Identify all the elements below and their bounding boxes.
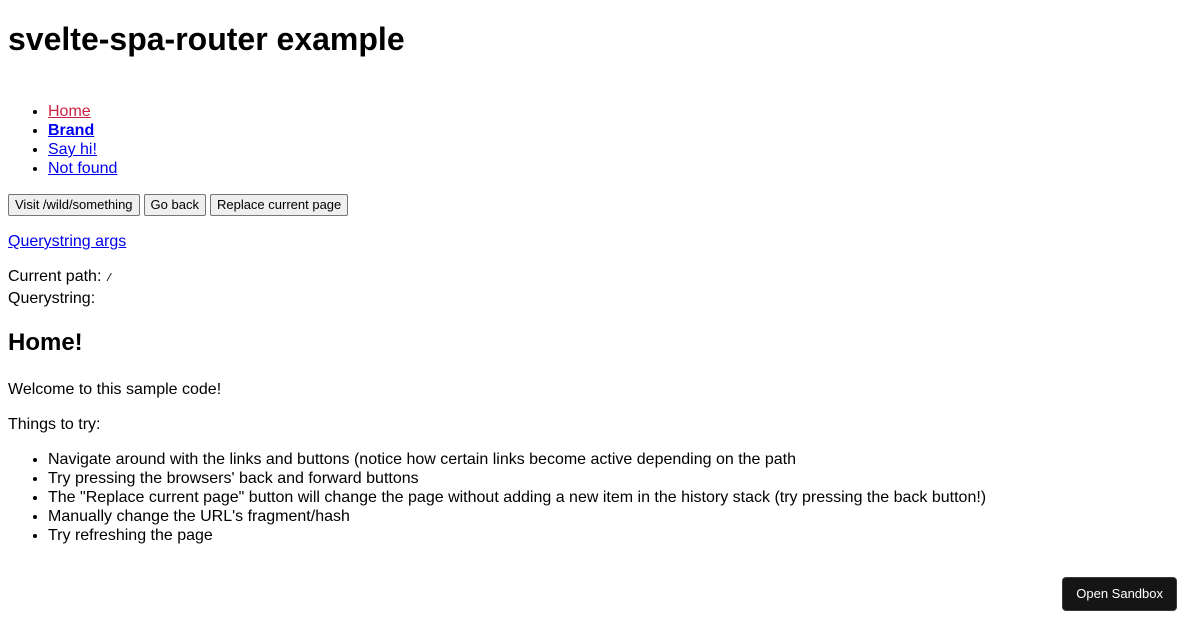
querystring-row	[8, 289, 1192, 311]
replace-page-button[interactable]: Replace current page	[210, 194, 348, 216]
page-title: svelte-spa-router example	[8, 21, 405, 57]
list-item: • Manually change the URL's fragment/hash	[48, 507, 1192, 526]
nav-link-brand[interactable]: Brand	[48, 122, 95, 139]
open-sandbox-button[interactable]: Open Sandbox	[1062, 577, 1177, 611]
nav-item-brand	[48, 121, 1192, 140]
nav-link-not-found[interactable]: Not found	[48, 160, 118, 177]
nav-item-home	[48, 102, 1192, 121]
querystring-link[interactable]: Querystring args	[8, 233, 127, 250]
list-item: • The "Replace current page" button will change the page without adding a new item in the history stack (try pressing the back button!)	[48, 488, 1192, 507]
nav-item-say-hi	[48, 140, 1192, 159]
nav-item-not-found	[48, 159, 1192, 178]
nav-link-say-hi[interactable]: Say hi!	[48, 141, 97, 158]
current-path-value: /	[105, 273, 113, 285]
querystring-label: Querystring:	[8, 290, 96, 307]
list-item: • Try refreshing the page	[48, 526, 1192, 545]
page	[8, 0, 1192, 545]
section-heading: Home!	[8, 329, 83, 356]
list-item: • Navigate around with the links and buttons (notice how certain links become active depending on the path	[48, 450, 1192, 469]
nav-link-home[interactable]: Home	[48, 103, 91, 120]
current-path-row	[8, 267, 1192, 289]
welcome-text: Welcome to this sample code!	[8, 381, 222, 398]
tips-list	[8, 450, 1192, 545]
button-row	[8, 194, 1192, 216]
things-label: Things to try:	[8, 416, 101, 433]
nav-list	[8, 102, 1192, 178]
path-status	[8, 267, 1192, 311]
current-path-label: Current path:	[8, 268, 102, 285]
go-back-button[interactable]: Go back	[144, 194, 206, 216]
visit-wild-button[interactable]: Visit /wild/something	[8, 194, 140, 216]
list-item: • Try pressing the browsers' back and forward buttons	[48, 469, 1192, 488]
